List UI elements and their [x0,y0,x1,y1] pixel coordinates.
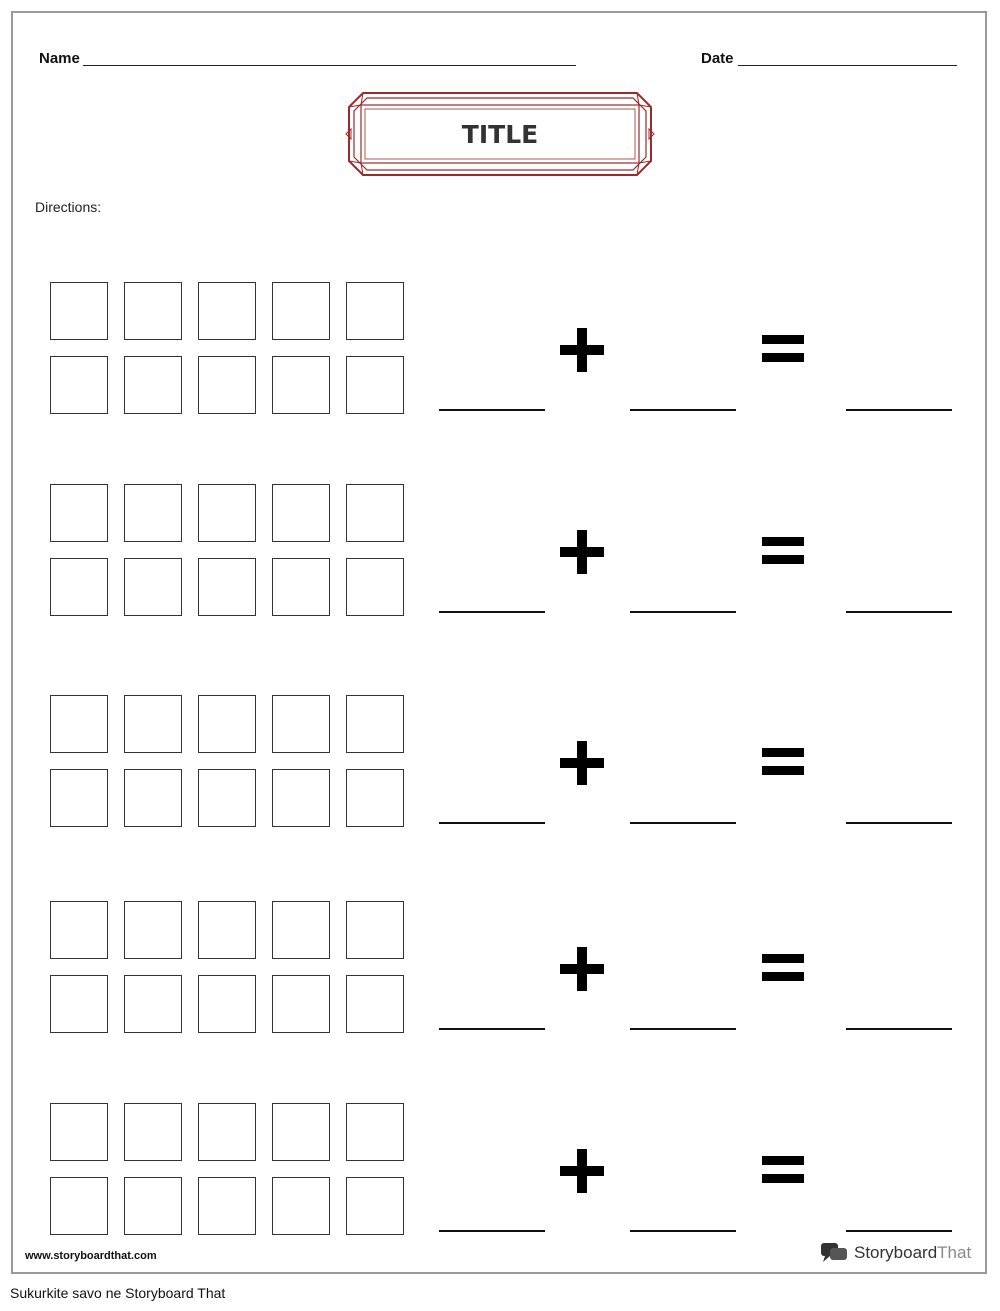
ten-frame-box[interactable] [124,695,182,753]
plus-icon [558,326,606,374]
ten-frame-box[interactable] [198,1103,256,1161]
ten-frame-box[interactable] [50,558,108,616]
ten-frame-box[interactable] [124,901,182,959]
equals-icon [762,334,804,364]
addend-2-blank[interactable] [630,409,736,411]
ten-frame-box[interactable] [346,695,404,753]
addend-1-blank[interactable] [439,409,545,411]
worksheet-page [11,11,987,1274]
ten-frame-box[interactable] [198,695,256,753]
ten-frame-box[interactable] [50,901,108,959]
brand-light: That [937,1243,972,1262]
problem-4 [0,899,1000,1039]
ten-frame-box[interactable] [272,1177,330,1235]
ten-frame-box[interactable] [124,975,182,1033]
ten-frame-box[interactable] [272,484,330,542]
addend-2-blank[interactable] [630,1230,736,1232]
ten-frame-box[interactable] [346,484,404,542]
problem-2 [0,482,1000,622]
storyboardthat-logo[interactable] [820,1240,971,1266]
ten-frame-box[interactable] [50,484,108,542]
plus-icon [558,528,606,576]
ten-frame-box[interactable] [124,769,182,827]
addend-2-blank[interactable] [630,822,736,824]
ten-frame-box[interactable] [272,769,330,827]
ten-frame-box[interactable] [346,1177,404,1235]
name-field[interactable] [83,65,576,66]
equals-icon [762,536,804,566]
ten-frame-box[interactable] [346,975,404,1033]
worksheet-title[interactable]: TITLE [461,119,539,149]
speech-bubbles-icon [820,1241,848,1265]
ten-frame-box[interactable] [50,769,108,827]
ten-frame-box[interactable] [50,282,108,340]
plus-icon [558,1147,606,1195]
sum-blank[interactable] [846,611,952,613]
ten-frame-box[interactable] [346,1103,404,1161]
addend-1-blank[interactable] [439,1028,545,1030]
ten-frame-box[interactable] [50,356,108,414]
ten-frame-box[interactable] [50,1103,108,1161]
ten-frame-box[interactable] [50,975,108,1033]
ten-frame-box[interactable] [124,1103,182,1161]
ten-frame-box[interactable] [272,1103,330,1161]
ten-frame-box[interactable] [346,356,404,414]
sum-blank[interactable] [846,1028,952,1030]
ten-frame-box[interactable] [198,1177,256,1235]
problem-1 [0,280,1000,420]
addend-1-blank[interactable] [439,1230,545,1232]
footer-url[interactable]: www.storyboardthat.com [25,1250,157,1262]
addend-1-blank[interactable] [439,611,545,613]
sum-blank[interactable] [846,822,952,824]
ten-frame-box[interactable] [198,769,256,827]
ten-frame-box[interactable] [198,356,256,414]
ten-frame-box[interactable] [272,558,330,616]
addend-1-blank[interactable] [439,822,545,824]
ten-frame-box[interactable] [124,1177,182,1235]
equals-icon [762,953,804,983]
directions-label: Directions: [35,199,102,215]
ten-frame-box[interactable] [346,558,404,616]
ten-frame-box[interactable] [50,1177,108,1235]
ten-frame-box[interactable] [198,901,256,959]
ten-frame-box[interactable] [346,901,404,959]
ten-frame-box[interactable] [124,282,182,340]
date-label: Date [701,50,734,67]
problem-3 [0,693,1000,833]
plus-icon [558,739,606,787]
brand-main: Storyboard [854,1243,938,1262]
sum-blank[interactable] [846,1230,952,1232]
problem-5 [0,1101,1000,1241]
equals-icon [762,747,804,777]
date-field[interactable] [738,65,957,66]
equals-icon [762,1155,804,1185]
ten-frame-box[interactable] [272,975,330,1033]
ten-frame-box[interactable] [272,695,330,753]
ten-frame-box[interactable] [198,975,256,1033]
addend-2-blank[interactable] [630,611,736,613]
ten-frame-box[interactable] [124,558,182,616]
ten-frame-box[interactable] [346,282,404,340]
ten-frame-box[interactable] [198,558,256,616]
ten-frame-box[interactable] [198,484,256,542]
ten-frame-box[interactable] [124,356,182,414]
ten-frame-box[interactable] [124,484,182,542]
sum-blank[interactable] [846,409,952,411]
name-label: Name [39,50,80,67]
ten-frame-box[interactable] [272,356,330,414]
plus-icon [558,945,606,993]
addend-2-blank[interactable] [630,1028,736,1030]
title-banner [345,89,655,179]
ten-frame-box[interactable] [198,282,256,340]
ten-frame-box[interactable] [50,695,108,753]
caption-text: Sukurkite savo ne Storyboard That [10,1285,226,1301]
ten-frame-box[interactable] [272,282,330,340]
ten-frame-box[interactable] [346,769,404,827]
ten-frame-box[interactable] [272,901,330,959]
